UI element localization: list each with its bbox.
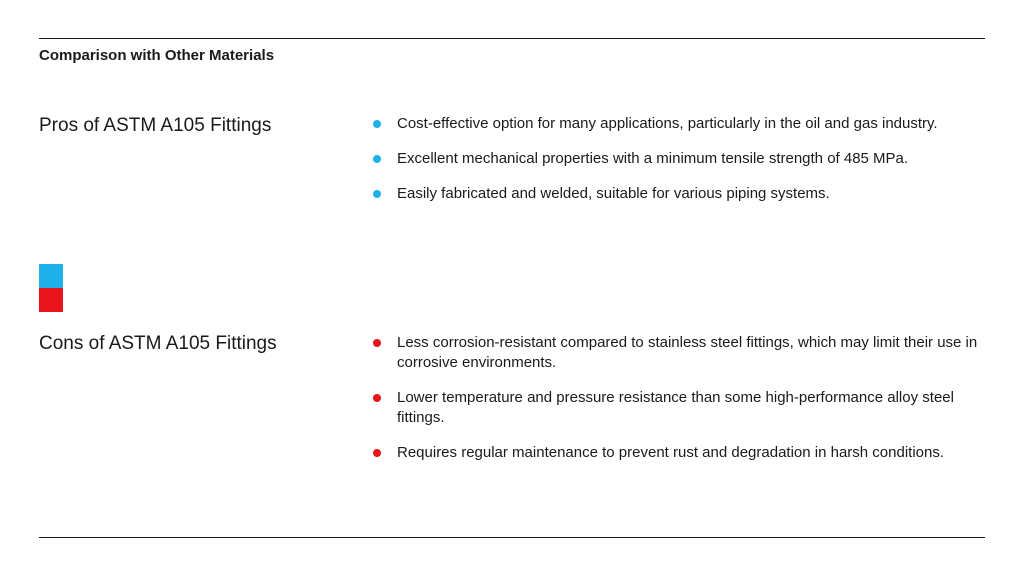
bullet-dot-icon xyxy=(373,394,381,402)
pros-list-item xyxy=(372,114,984,134)
cons-list-item xyxy=(372,333,984,373)
bottom-divider xyxy=(39,537,985,538)
cons-item-text: Lower temperature and pressure resistance than some high-performance alloy steel fittings. xyxy=(397,389,954,426)
pros-item-text: Cost-effective option for many applications, particularly in the oil and gas industry. xyxy=(397,115,938,132)
pros-item-text: Easily fabricated and welded, suitable for various piping systems. xyxy=(397,185,830,202)
pros-list xyxy=(372,114,984,219)
cons-item-text: Less corrosion-resistant compared to stainless steel fittings, which may limit their use in corrosive environments. xyxy=(397,334,978,371)
accent-square-blue xyxy=(39,264,63,288)
cons-list-item xyxy=(372,388,984,428)
pros-heading: Pros of ASTM A105 Fittings xyxy=(39,115,272,136)
bullet-dot-icon xyxy=(373,155,381,163)
cons-heading: Cons of ASTM A105 Fittings xyxy=(39,333,277,354)
bullet-dot-icon xyxy=(373,339,381,347)
bullet-dot-icon xyxy=(373,120,381,128)
accent-square-red xyxy=(39,288,63,312)
pros-list-item xyxy=(372,184,984,204)
pros-item-text: Excellent mechanical properties with a minimum tensile strength of 485 MPa. xyxy=(397,150,909,167)
page-title: Comparison with Other Materials xyxy=(39,47,275,64)
cons-item-text: Requires regular maintenance to prevent rust and degradation in harsh conditions. xyxy=(397,444,945,461)
top-divider xyxy=(39,38,985,39)
pros-list-item xyxy=(372,149,984,169)
bullet-dot-icon xyxy=(373,190,381,198)
cons-list xyxy=(372,333,984,478)
cons-list-item xyxy=(372,443,984,463)
bullet-dot-icon xyxy=(373,449,381,457)
